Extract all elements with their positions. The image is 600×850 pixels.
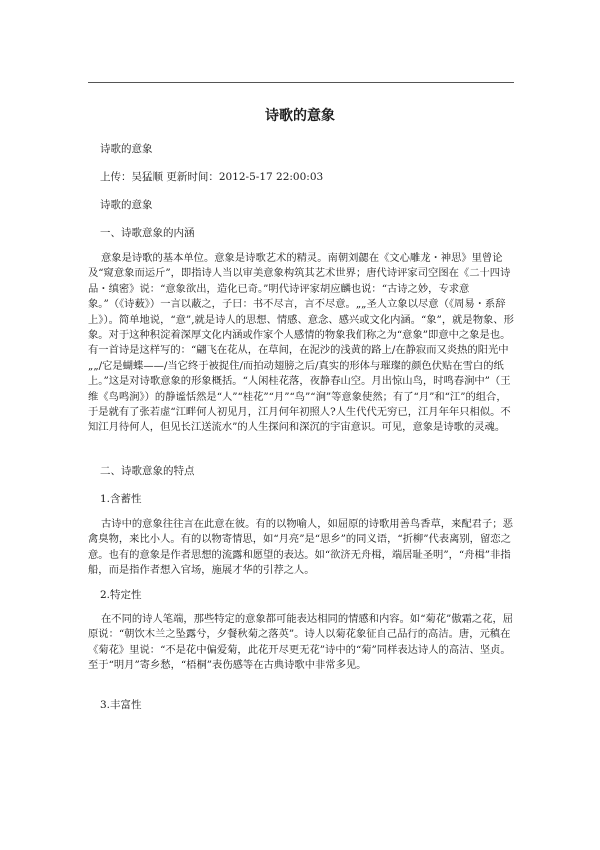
section-heading-2: 二、诗歌意象的特点	[100, 465, 195, 477]
subtitle-repeat: 诗歌的意象	[100, 199, 153, 211]
subheading-implicit: 1.含蓄性	[100, 493, 142, 505]
upload-meta: 上传：吴猛顺 更新时间：2012-5-17 22:00:03	[100, 171, 324, 183]
subheading-specific: 2.特定性	[100, 589, 142, 601]
page-title: 诗歌的意象	[265, 108, 335, 124]
subtitle: 诗歌的意象	[100, 143, 153, 155]
paragraph-implicit: 古诗中的意象往往言在此意在彼。有的以物喻人，如屈原的诗歌用善鸟香草，来配君子；恶禽臭物，来比小人。有的以物寄情思，如“月亮”是“思乡”的同义语，“折柳”代表离别，留恋之意。也有的意象是作者思想的流露和愿望的表达。如“欲济无舟楫，端居耻圣明”，“舟楫”非指船，而是指作者想入官场，施展才华的引荐之人。	[88, 518, 513, 577]
section-heading-1: 一、诗歌意象的内涵	[100, 227, 195, 239]
paragraph-connotation: 意象是诗歌的基本单位。意象是诗歌艺术的精灵。南朝刘勰在《文心雕龙・神思》里曾论及“窥意象而运斤”，即指诗人当以审美意象构筑其艺术世界；唐代诗评家司空图在《二十四诗品・缜密》说：“意象欲出，造化已奇。”明代诗评家胡应麟也说：“古诗之妙，专求意象。”（《诗薮》）一言以蔽之，子曰：书不尽言，言不尽意。„„圣人立象以尽意（《周易・系辞上》）。简单地说，“意”,就是诗人的思想、情感、意念、感兴或文化内涵。“象”，就是物象、形象。对于这种积淀着深厚文化内涵或作家个人感情的物象我们称之为“意象”即意中之象是也。有一首诗是这样写的：“翩飞在花从，在草间，在泥沙的浅黄的路上/在静寂而又炎热的阳光中„„/它是蝴蝶——/当它终于被捉住/而拍动翅膀之后/真实的形体与璀璨的颜色伏贴在雪白的纸上。”这是对诗歌意象的形象概括。“人闲桂花落，夜静春山空。月出惊山鸟，时鸣春涧中”（王维《鸟鸣涧》）的静谧恬然是“人”“桂花”“月”“鸟”“涧”等意象使然；有了“月”和“江”的组合，于是就有了张若虚“江畔何人初见月，江月何年初照人?人生代代无穷已，江月年年只相似。不知江月待何人，但见长江送流水”的人生探问和深沉的宇宙意识。可见，意象是诗歌的灵魂。	[88, 252, 514, 434]
paragraph-specific: 在不同的诗人笔端，那些特定的意象都可能表达相同的情感和内容。如“菊花”傲霜之花，屈原说：“朝饮木兰之坠露兮，夕餐秋菊之落英”。诗人以菊花象征自己品行的高洁。唐，元稹在《菊花》里说：“不是花中偏爱菊，此花开尽更无花”诗中的“菊”同样表达诗人的高洁、坚贞。至于“明月”寄乡愁，“梧桐”表伤感等在古典诗歌中非常多见。	[88, 613, 514, 672]
subheading-richness: 3.丰富性	[100, 699, 142, 711]
header-rule	[88, 82, 514, 83]
